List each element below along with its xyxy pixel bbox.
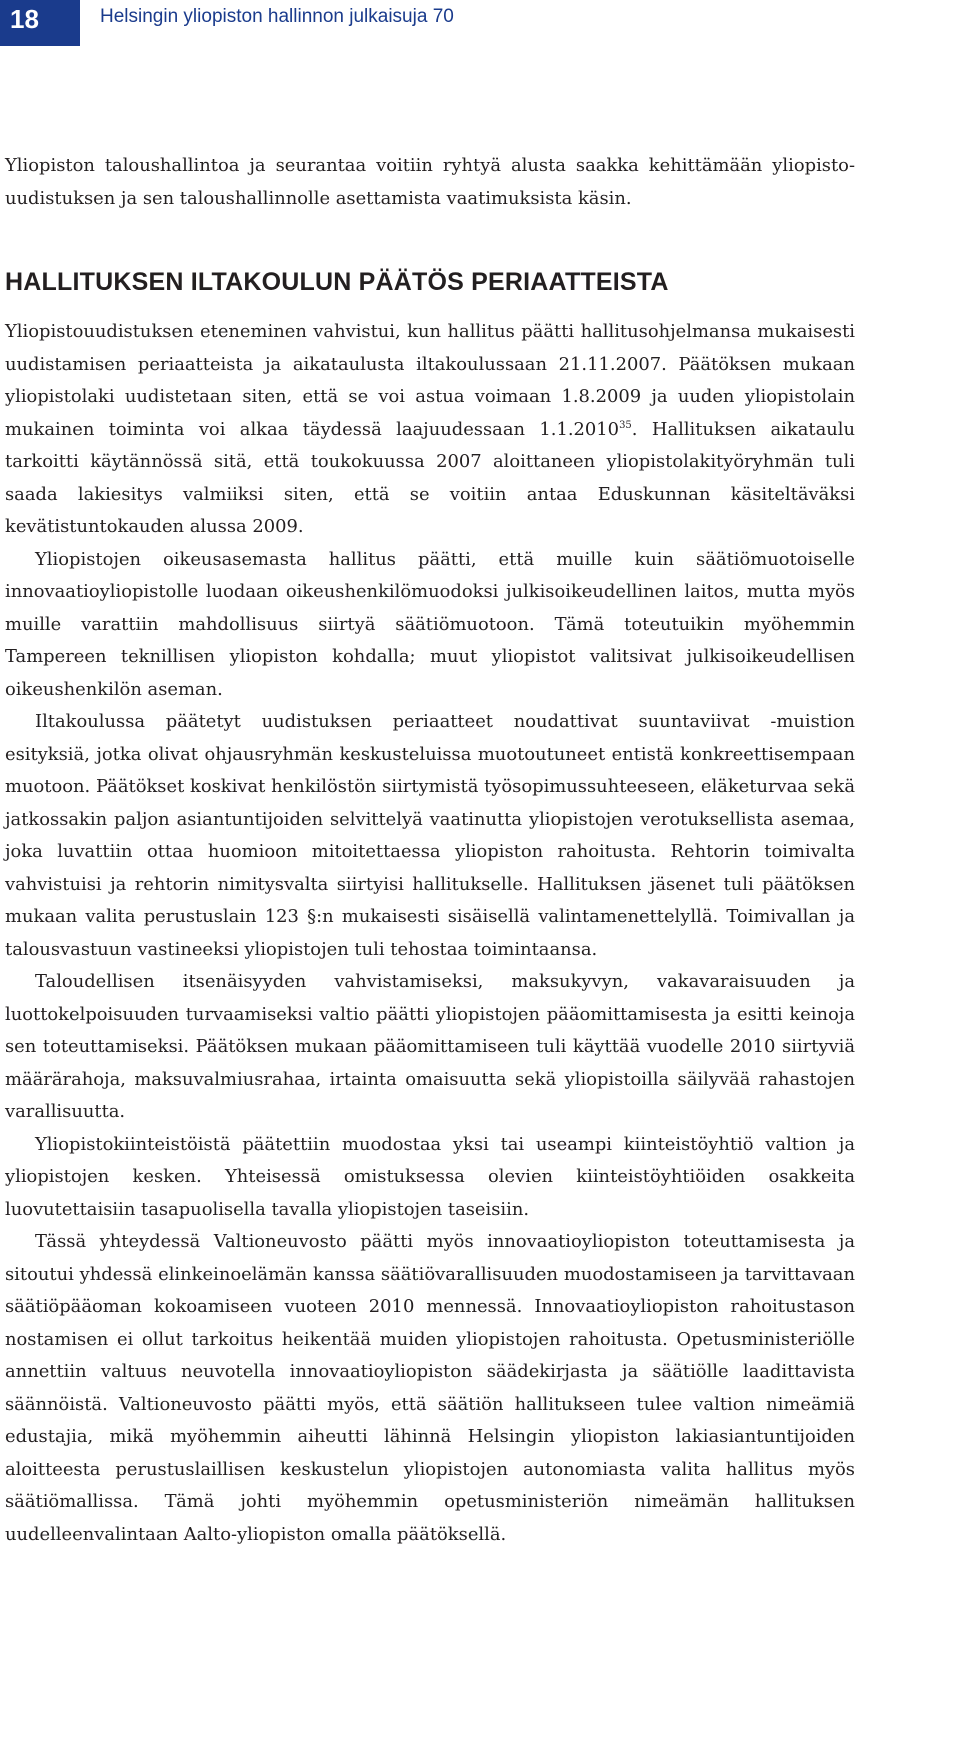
paragraph-6: Tässä yhteydessä Valtioneuvosto päätti myös innovaatioyliopiston toteuttamisesta ja sitoutui yhdessä elinkeinoelämän kanssa säätiövarallisuuden muodostamiseen ja tarvittavaan säätiöpääoman kokoamiseen vuoteen 2010 mennessä. Innovaatioyliopiston rahoitustason nostamisen ei ollut tarkoitus heikentää muiden yliopistojen rahoitusta. Opetusministeriölle annettiin valtuus neuvotella innovaatioyliopiston säädekirjasta ja säätiölle laadittavista säännöistä. Valtioneuvosto päätti myös, että säätiön hallitukseen tulee valtion nimeämiä edustajia, mikä myöhemmin aiheutti lähinnä Helsingin yliopiston lakiasiantuntijoiden aloitteesta perustuslaillisen keskustelun yliopistojen autonomiasta valita hallitus myös säätiömallissa. Tämä johti myöhemmin opetusministeriön nimeämän hallituksen uudelleenvalintaan Aalto-yliopiston omalla päätöksellä. <box>5 1231 855 1545</box>
section-heading: HALLITUKSEN ILTAKOULUN PÄÄTÖS PERIAATTEISTA <box>5 268 669 296</box>
publication-title: Helsingin yliopiston hallinnon julkaisuja 70 <box>100 6 454 27</box>
paragraph-1-text-cont: . Hallituksen aikataulu tarkoitti käytännössä sitä, että toukokuussa 2007 aloittaneen yliopistolakityöryhmän tuli saada lakiesitys valmiiksi siten, että se voitiin antaa Eduskunnan käsiteltäväksi kevätistuntokauden alussa 2009. <box>5 418 856 537</box>
paragraph-1 <box>5 316 855 544</box>
paragraph-4: Taloudellisen itsenäisyyden vahvistamiseksi, maksukyvyn, vakavaraisuuden ja luottokelpoisuuden turvaamiseksi valtio päätti yliopistojen pääomittamisesta ja esitti keinoja sen toteuttamiseksi. Päätöksen mukaan pääomittamiseen tuli käyttää vuodelle 2010 siirtyviä määrärahoja, maksuvalmiusrahaa, irtainta omaisuutta sekä yliopistoilla säilyvää rahastojen varallisuutta. <box>5 971 855 1122</box>
page-header <box>0 0 960 52</box>
paragraph-3: Iltakoulussa päätetyt uudistuksen periaatteet noudattivat suuntaviivat -muistion esityksiä, jotka olivat ohjausryhmän keskusteluissa muotoutuneet entistä konkreettisempaan muotoon. Päätökset koskivat henkilöstön siirtymistä työsopimussuhteeseen, eläketurvaa sekä jatkossakin paljon asiantuntijoiden selvittelyä vaatinutta yliopistojen verotuksellista asemaa, joka luvattiin ottaa huomioon mitoitettaessa yliopiston rahoitusta. Rehtorin toimivalta vahvistuisi ja rehtorin nimitysvalta siirtyisi hallitukselle. Hallituksen jäsenet tuli päätöksen mukaan valita perustuslain 123 §:n mukaisesti sisäisellä valintamenettelyllä. Toimivallan ja talousvastuun vastineeksi yliopistojen tuli tehostaa toimintaansa. <box>5 711 855 960</box>
footnote-reference[interactable]: 35 <box>619 419 632 431</box>
page-number: 18 <box>0 0 80 46</box>
paragraph-1-text: Yliopistouudistuksen eteneminen vahvistui, kun hallitus päätti hallitusohjelmansa mukaisesti uudistamisen periaatteista ja aikataulusta iltakoulussaan 21.11.2007. Päätöksen mukaan yliopistolaki uudistetaan siten, että se voi astua voimaan 1.8.2009 ja uuden yliopistolain mukainen toiminta voi alkaa täydessä laajuudessaan 1.1.2010 <box>5 321 855 440</box>
paragraph-2: Yliopistojen oikeusasemasta hallitus päätti, että muille kuin säätiömuotoiselle innovaatioyliopistolle luodaan oikeushenkilömuodoksi julkisoikeudellinen laitos, mutta myös muille varattiin mahdollisuus siirtyä säätiömuotoon. Tämä toteutuikin myöhemmin Tampereen teknillisen yliopiston kohdalla; muut yliopistot valitsivat julkisoikeudellisen oikeushenkilön aseman. <box>5 548 855 700</box>
article-body <box>5 150 855 1551</box>
paragraph-5: Yliopistokiinteistöistä päätettiin muodostaa yksi tai useampi kiinteistöyhtiö valtion ja yliopistojen kesken. Yhteisessä omistuksessa olevien kiinteistöyhtiöiden osakkeita luovutettaisiin tasapuolisella tavalla yliopistojen taseisiin. <box>5 1133 855 1220</box>
intro-paragraph: Yliopiston taloushallintoa ja seurantaa voitiin ryhtyä alusta saakka kehittämään yliopisto-uudistuksen ja sen taloushallinnolle asettamista vaatimuksista käsin. <box>5 155 855 209</box>
